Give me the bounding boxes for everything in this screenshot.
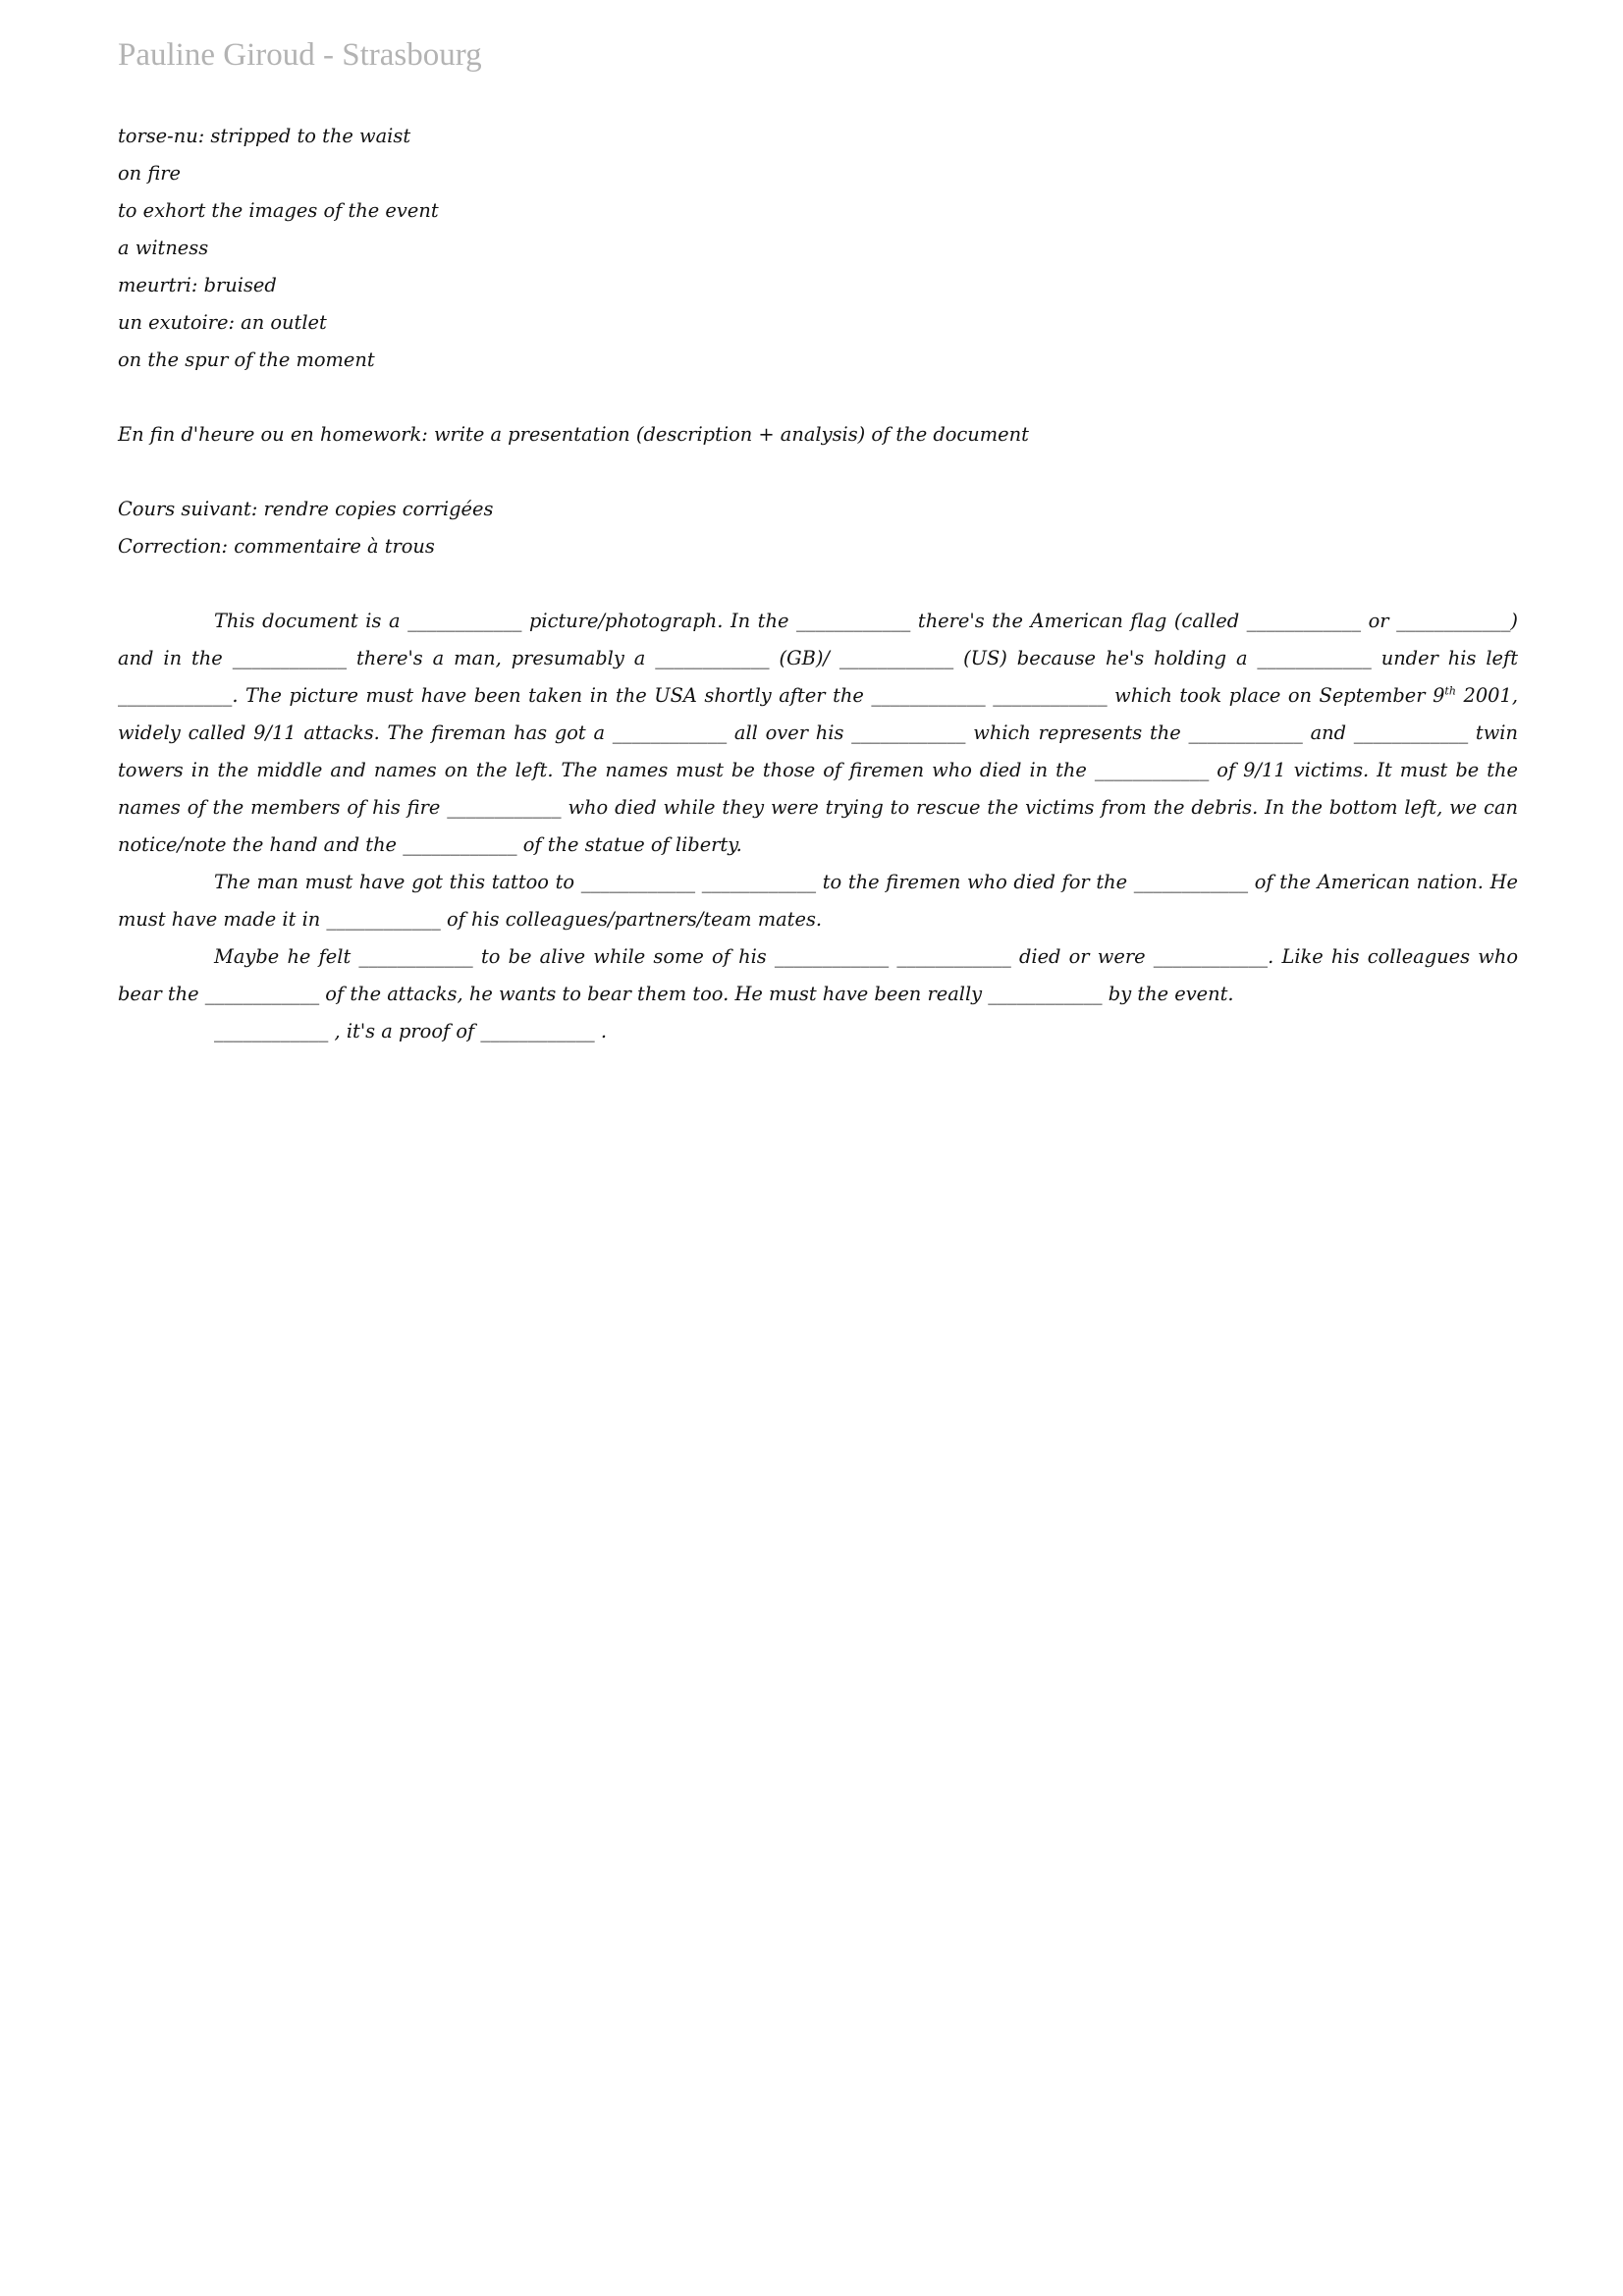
next-class-instruction: Cours suivant: rendre copies corrigées bbox=[118, 498, 494, 520]
exercise-text: 2001, widely called 9/11 attacks. The fireman has got a ____________ all over his ____________ which represents the ____________ and ____________ twin towers in the middle and names on the left. The names must be those of firemen who died in the ____________ of 9/11 victims. It must be the names of the members of his fire ____________ who died while they were trying to rescue the victims from the debris. In the bottom left, we can notice/note the hand and the ____________ of the statue of liberty. bbox=[118, 684, 1518, 856]
vocabulary-list bbox=[118, 118, 1518, 379]
document-body bbox=[118, 118, 1518, 1050]
exercise-text: This document is a ____________ picture/photograph. In the ____________ there's the American flag (called ____________ or ____________) and in the ____________ there's a man, presumably a ____________ (GB)/ ____________ (US) because he's holding a ____________ under his left ____________. The picture must have been taken in the USA shortly after the ____________ ____________ which took place on September 9 bbox=[118, 610, 1518, 707]
vocab-item: on the spur of the moment bbox=[118, 348, 375, 371]
exercise-paragraph-3: Maybe he felt ____________ to be alive while some of his ____________ ____________ died or were ____________. Like his colleagues who bear the ____________ of the attacks, he wants to bear them too. He must have been really ____________ by the event. bbox=[118, 945, 1518, 1005]
vocab-item: torse-nu: stripped to the waist bbox=[118, 125, 411, 147]
vocab-item: meurtri: bruised bbox=[118, 274, 277, 296]
vocab-item: on fire bbox=[118, 162, 182, 185]
vocab-item: to exhort the images of the event bbox=[118, 199, 439, 222]
exercise-paragraph-1 bbox=[118, 603, 1518, 864]
header-author: Pauline Giroud - Strasbourg bbox=[118, 37, 482, 73]
exercise-paragraph-4: ____________ , it's a proof of ____________ . bbox=[214, 1020, 608, 1042]
correction-instruction: Correction: commentaire à trous bbox=[118, 535, 435, 558]
fill-in-exercise bbox=[118, 603, 1518, 1050]
exercise-paragraph-2: The man must have got this tattoo to ____________ ____________ to the firemen who died for the ____________ of the American nation. He must have made it in ____________ of his colleagues/partners/team mates. bbox=[118, 871, 1518, 931]
homework-instruction: En fin d'heure ou en homework: write a presentation (description + analysis) of the document bbox=[118, 423, 1029, 446]
spacer bbox=[118, 454, 1518, 491]
ordinal-suffix: th bbox=[1444, 684, 1456, 698]
vocab-item: a witness bbox=[118, 237, 209, 259]
spacer bbox=[118, 565, 1518, 603]
spacer bbox=[118, 379, 1518, 416]
vocab-item: un exutoire: an outlet bbox=[118, 311, 327, 334]
